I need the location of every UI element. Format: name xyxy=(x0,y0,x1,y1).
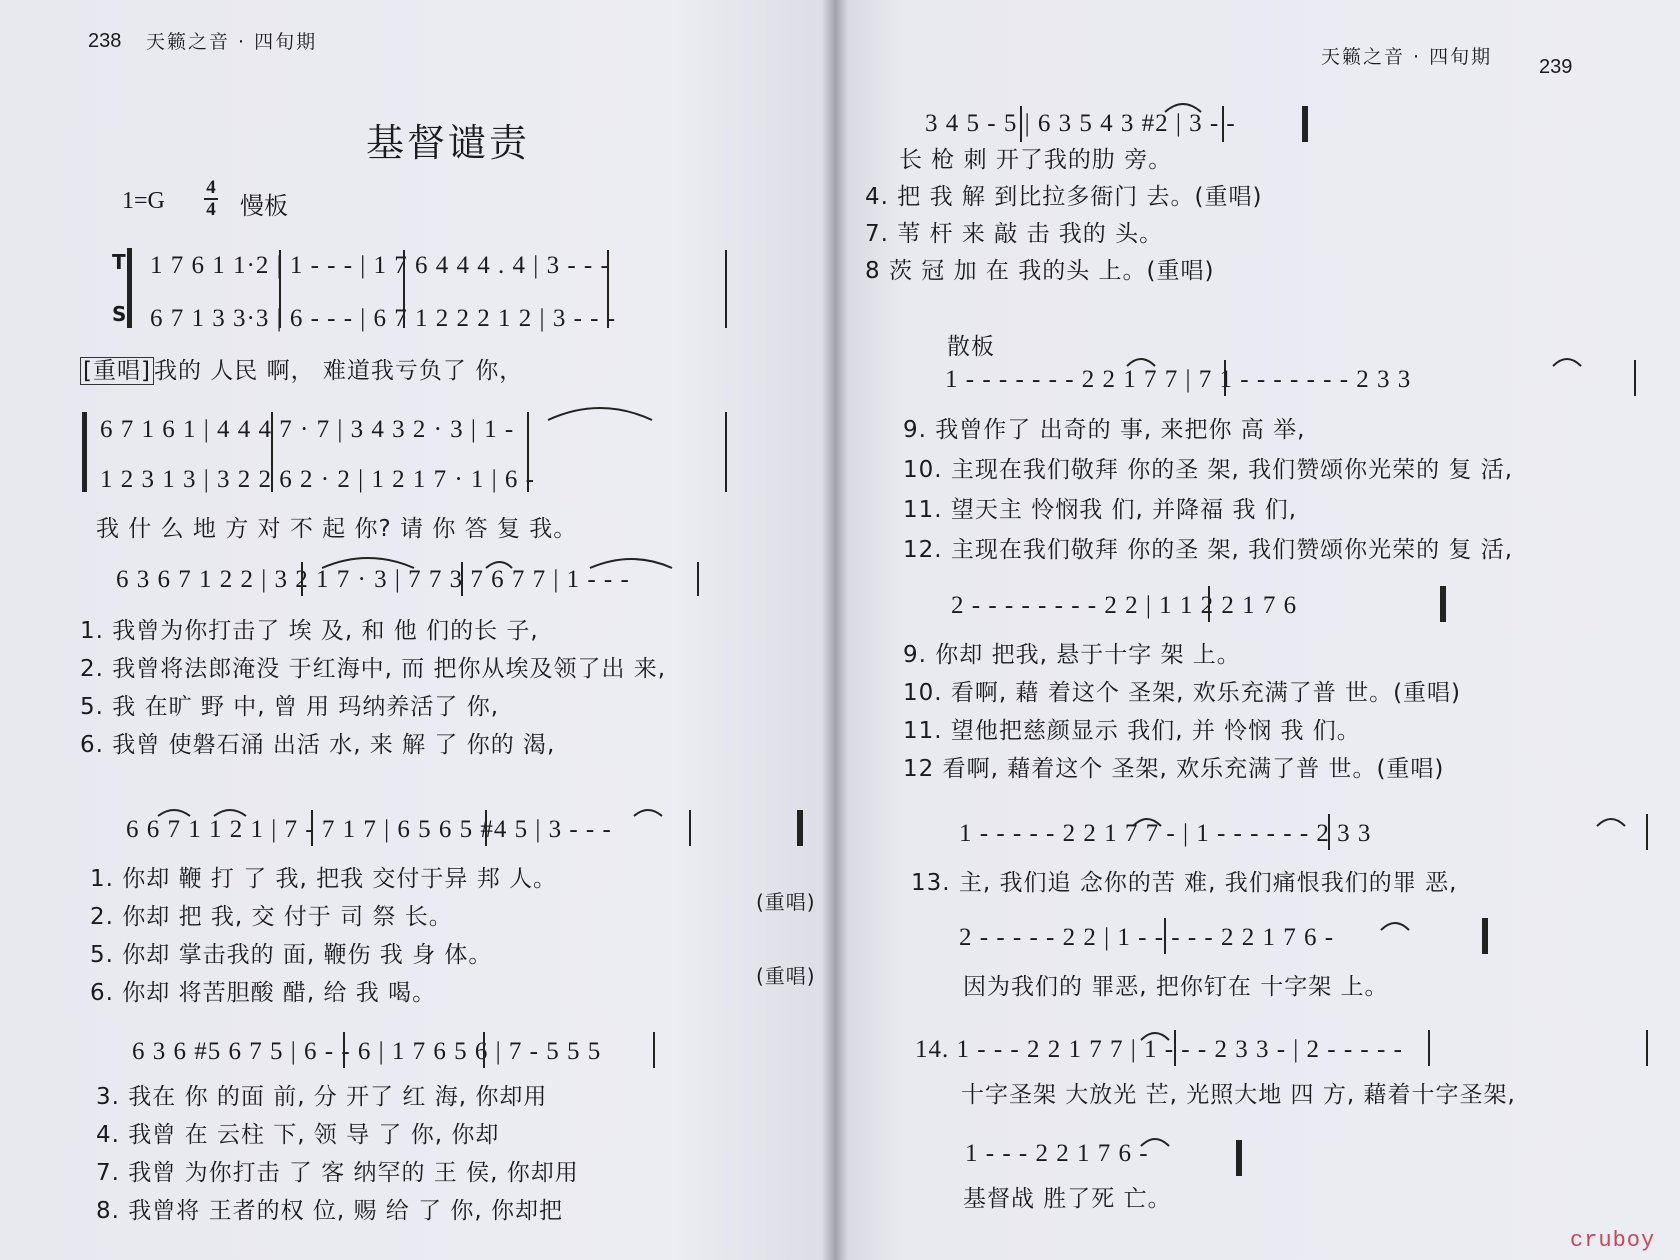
system5-verse-7: 7. 我曾 为你打击 了 客 纳罕的 王 侯, 你却用 xyxy=(96,1160,579,1186)
r3-lyric-12: 12 看啊, 藉着这个 圣架, 欢乐充满了普 世。(重唱) xyxy=(903,756,1445,782)
time-signature: 4 4 xyxy=(204,178,218,220)
r6-notes: 14. 1 - - - 2 2 1 7 7 | 1 - - - 2 3 3 - | 2 - - - - - xyxy=(915,1036,1403,1063)
watermark: cruboy xyxy=(1570,1228,1656,1253)
r3-lyric-11: 11. 望他把慈颜显示 我们, 并 怜悯 我 们。 xyxy=(903,718,1361,744)
r3-lyric-9: 9. 你却 把我, 悬于十字 架 上。 xyxy=(903,642,1241,668)
system3-lyrics xyxy=(80,612,666,764)
r7-lyric: 基督战 胜了死 亡。 xyxy=(963,1186,1172,1212)
system4-lyrics xyxy=(90,860,557,1012)
system1-tenor-notes: 1 7 6 1 1·2 | 1 - - - | 1 7 6 4 4 4 . 4 | 3 - - - xyxy=(150,252,610,279)
running-head-left: 天籁之音 · 四旬期 xyxy=(146,31,318,53)
r2-notes: 1 - - - - - - - 2 2 1 7 7 | 7 1 - - - - - - - 2 3 3 xyxy=(945,366,1412,393)
system3-verse-6: 6. 我曾 使磐石涌 出活 水, 来 解 了 你的 渴, xyxy=(80,732,556,758)
r5-notes: 2 - - - - - 2 2 | 1 - - - - - 2 2 1 7 6 - xyxy=(959,924,1335,951)
song-title: 基督谴责 xyxy=(366,121,531,165)
running-head-right: 天籁之音 · 四旬期 xyxy=(1321,46,1493,68)
system1-lyric: [重唱] 我的 人民 啊， 难道我亏负了 你， xyxy=(80,352,523,385)
r2-lyric-9: 9. 我曾作了 出奇的 事, 来把你 高 举, xyxy=(903,417,1306,443)
r1-notes: 3 4 5 - 5 | 6 3 5 4 3 #2 | 3 - - xyxy=(925,110,1236,137)
system3-verse-5: 5. 我 在旷 野 中, 曾 用 玛纳养活了 你, xyxy=(80,694,500,720)
r4-lyric: 13. 主, 我们追 念你的苦 难, 我们痛恨我们的罪 恶, xyxy=(911,870,1458,896)
system5-verse-3: 3. 我在 你 的面 前, 分 开了 红 海, 你却用 xyxy=(96,1084,548,1110)
r4-notes: 1 - - - - - 2 2 1 7 7 - | 1 - - - - - - 2 3 3 xyxy=(959,820,1372,847)
system5-verse-8: 8. 我曾将 王者的权 位, 赐 给 了 你, 你却把 xyxy=(96,1198,564,1224)
r3-notes: 2 - - - - - - - - 2 2 | 1 1 2 2 1 7 6 xyxy=(951,592,1298,619)
r1-lyric-0: 长 枪 刺 开了我的肋 旁。 xyxy=(899,147,1173,173)
system3-notes: 6 3 6 7 1 2 2 | 3 2 1 7 · 3 | 7 7 3 7 6 7 7 | 1 - - - xyxy=(116,566,630,593)
left-page xyxy=(0,0,835,1260)
system4-verse-1: 1. 你却 鞭 打 了 我, 把我 交付于异 邦 人。 xyxy=(90,866,558,892)
tempo-marking-2: 散板 xyxy=(947,334,995,360)
system3-verse-1: 1. 我曾为你打击了 埃 及, 和 他 们的长 子, xyxy=(80,618,539,644)
book-gutter xyxy=(822,0,848,1260)
r1-lyric-7: 7. 苇 杆 来 敲 击 我的 头。 xyxy=(865,221,1164,247)
system4-verse-2: 2. 你却 把 我, 交 付于 司 祭 长。 xyxy=(90,904,453,930)
r7-notes: 1 - - - 2 2 1 7 6 - xyxy=(965,1140,1149,1167)
system4-verse-5: 5. 你却 掌击我的 面, 鞭伤 我 身 体。 xyxy=(90,942,493,968)
system4-verse-6: 6. 你却 将苦胆酸 醋, 给 我 喝。 xyxy=(90,980,437,1006)
r2-lyrics xyxy=(903,410,1513,570)
system5-lyrics xyxy=(96,1078,579,1230)
system3-verse-2: 2. 我曾将法郎淹没 于红海中, 而 把你从埃及领了出 来, xyxy=(80,656,667,682)
system4-notes: 6 6 7 1 1 2 1 | 7 - 7 1 7 | 6 5 6 5 #4 5 | 3 - - - xyxy=(126,816,612,843)
r1-lyric-4: 4. 把 我 解 到比拉多衙门 去。(重唱) xyxy=(865,184,1263,210)
r3-lyric-10: 10. 看啊, 藉 着这个 圣架, 欢乐充满了普 世。(重唱) xyxy=(903,680,1462,706)
r3-lyrics xyxy=(903,636,1461,788)
r2-lyric-12: 12. 主现在我们敬拜 你的圣 架, 我们赞颂你光荣的 复 活, xyxy=(903,537,1514,563)
r5-lyric: 因为我们的 罪恶, 把你钉在 十字架 上。 xyxy=(963,974,1389,1000)
r2-lyric-11: 11. 望天主 怜悯我 们, 并降福 我 们, xyxy=(903,497,1298,523)
system5-notes: 6 3 6 #5 6 7 5 | 6 - - 6 | 1 7 6 5 6 | 7 - 5 5 5 xyxy=(132,1038,602,1065)
system5-verse-4: 4. 我曾 在 云柱 下, 领 导 了 你, 你却 xyxy=(96,1122,500,1148)
system2-lower-notes: 1 2 3 1 3 | 3 2 2 6 2 · 2 | 1 2 1 7 · 1 | 6 - xyxy=(100,466,535,493)
repeat-mark-b: (重唱) xyxy=(756,964,816,988)
r1-lyric-8: 8 茨 冠 加 在 我的头 上。(重唱) xyxy=(865,258,1215,284)
system2-lyric: 我 什 么 地 方 对 不 起 你? 请 你 答 复 我。 xyxy=(96,516,578,542)
repeat-mark-a: (重唱) xyxy=(756,890,816,914)
chorus-tag: [重唱] xyxy=(80,357,154,385)
system1-soprano-notes: 6 7 1 3 3·3 | 6 - - - | 6 7 1 2 2 2 1 2 | 3 - - - xyxy=(150,305,617,332)
r6-lyric: 十字圣架 大放光 芒, 光照大地 四 方, 藉着十字圣架, xyxy=(961,1082,1516,1108)
tempo-marking: 慢板 xyxy=(240,192,288,220)
r1-lyrics xyxy=(835,142,1262,290)
page-number-right: 239 xyxy=(1539,56,1573,78)
right-page xyxy=(835,0,1680,1260)
system2-upper-notes: 6 7 1 6 1 | 4 4 4 7 · 7 | 3 4 3 2 · 3 | 1 - xyxy=(100,416,515,443)
voice-label-t: T xyxy=(112,250,126,274)
key-signature: 1=G xyxy=(122,188,165,214)
page-number-left: 238 xyxy=(88,30,122,52)
voice-label-s: S xyxy=(112,302,127,326)
r2-lyric-10: 10. 主现在我们敬拜 你的圣 架, 我们赞颂你光荣的 复 活, xyxy=(903,457,1514,483)
